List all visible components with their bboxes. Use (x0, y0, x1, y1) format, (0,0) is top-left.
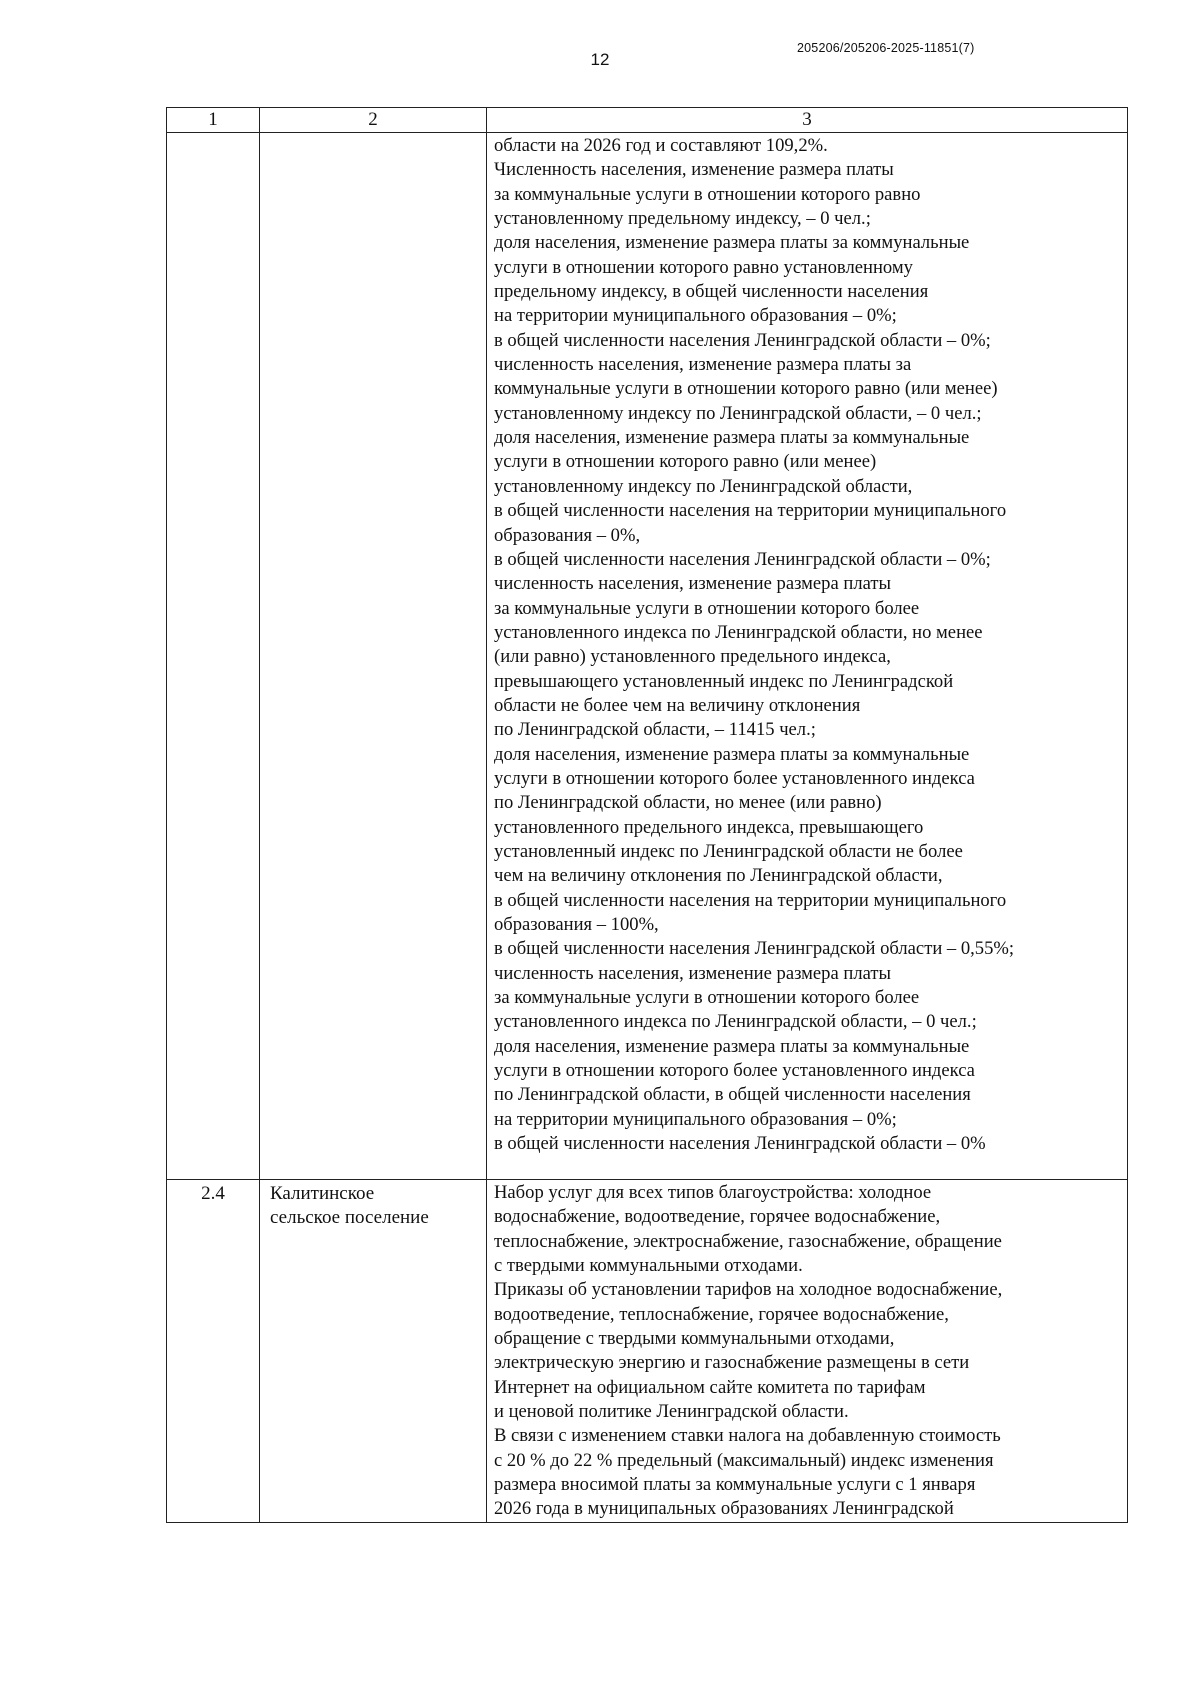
text-line: численность населения, изменение размера платы за (494, 354, 912, 376)
text-line: доля населения, изменение размера платы за коммунальные (494, 427, 970, 449)
text-line: водоснабжение, водоотведение, горячее водоснабжение, (494, 1206, 941, 1228)
text-line: установленного предельного индекса, превышающего (494, 816, 924, 838)
text-line: в общей численности населения Ленинградской области – 0%; (494, 548, 991, 570)
text-line: за коммунальные услуги в отношении которого более (494, 597, 920, 619)
text-line: установленному индексу по Ленинградской области, (494, 475, 913, 497)
text-line: в общей численности населения Ленинградской области – 0,55%; (494, 938, 1015, 960)
municipality-name-cell (260, 133, 487, 1180)
text-line: по Ленинградской области, – 11415 чел.; (494, 719, 816, 741)
text-line: чем на величину отклонения по Ленинградской области, (494, 865, 943, 887)
text-line: по Ленинградской области, но менее (или равно) (494, 792, 882, 814)
text-line: обращение с твердыми коммунальными отходами, (494, 1328, 895, 1350)
text-line: доля населения, изменение размера платы за коммунальные (494, 1035, 970, 1057)
text-line: в общей численности населения Ленинградской области – 0%; (494, 329, 991, 351)
text-line: с твердыми коммунальными отходами. (494, 1255, 803, 1277)
text-line: Интернет на официальном сайте комитета по тарифам (494, 1376, 926, 1398)
text-line: водоотведение, теплоснабжение, горячее водоснабжение, (494, 1303, 949, 1325)
text-line: доля населения, изменение размера платы за коммунальные (494, 743, 970, 765)
municipality-name-cell (260, 1180, 487, 1523)
text-line: предельному индексу, в общей численности населения (494, 281, 929, 303)
text-line: Калитинское (270, 1183, 375, 1204)
text-line: электрическую энергию и газоснабжение размещены в сети (494, 1352, 970, 1374)
row-number-cell (167, 133, 260, 1180)
row-number-cell: 2.4 (167, 1180, 260, 1523)
text-line: Численность населения, изменение размера платы (494, 159, 894, 181)
column-header-2: 2 (260, 108, 487, 133)
text-line: численность населения, изменение размера платы (494, 962, 891, 984)
column-header-1: 1 (167, 108, 260, 133)
text-line: Набор услуг для всех типов благоустройства: холодное (494, 1182, 932, 1203)
text-line: в общей численности населения на территории муниципального (494, 500, 1007, 522)
text-line: сельское поселение (270, 1207, 429, 1228)
text-line: установленному предельному индексу, – 0 чел.; (494, 208, 871, 230)
document-table (166, 107, 1128, 1523)
text-line: установленному индексу по Ленинградской области, – 0 чел.; (494, 402, 982, 424)
column-header-3: 3 (487, 108, 1128, 133)
text-line: за коммунальные услуги в отношении которого более (494, 987, 920, 1009)
table-row (167, 1180, 1128, 1523)
text-line: установленный индекс по Ленинградской области не более (494, 840, 963, 862)
text-line: в общей численности населения Ленинградской области – 0% (494, 1133, 986, 1155)
text-line: Приказы об установлении тарифов на холодное водоснабжение, (494, 1279, 1003, 1301)
document-id: 205206/205206-2025-11851(7) (797, 41, 975, 55)
page-number: 12 (590, 50, 610, 69)
text-line: образования – 100%, (494, 914, 659, 935)
text-line: численность населения, изменение размера платы (494, 573, 891, 595)
table-header-row (167, 108, 1128, 133)
table-row (167, 133, 1128, 1180)
text-line: доля населения, изменение размера платы за коммунальные (494, 232, 970, 254)
text-line: образования – 0%, (494, 524, 641, 546)
text-line: за коммунальные услуги в отношении которого равно (494, 183, 921, 205)
text-line: услуги в отношении которого равно установленному (494, 256, 913, 278)
text-line: области не более чем на величину отклонения (494, 694, 861, 716)
text-line: в общей численности населения на территории муниципального (494, 889, 1007, 911)
text-line: (или равно) установленного предельного индекса, (494, 646, 891, 668)
description-cell (487, 133, 1128, 1180)
text-line: по Ленинградской области, в общей численности населения (494, 1084, 971, 1106)
text-line: теплоснабжение, электроснабжение, газоснабжение, обращение (494, 1230, 1002, 1252)
text-line: и ценовой политике Ленинградской области. (494, 1401, 849, 1423)
text-line: 2026 года в муниципальных образованиях Ленинградской (494, 1498, 954, 1520)
text-line: с 20 % до 22 % предельный (максимальный) индекс изменения (494, 1449, 994, 1471)
text-line: на территории муниципального образования – 0%; (494, 305, 897, 327)
text-line: установленного индекса по Ленинградской области, но менее (494, 621, 983, 643)
text-line: услуги в отношении которого равно (или менее) (494, 451, 877, 473)
text-line: услуги в отношении которого более установленного индекса (494, 1060, 975, 1082)
text-line: превышающего установленный индекс по Ленинградской (494, 670, 954, 692)
text-line: услуги в отношении которого более установленного индекса (494, 767, 975, 789)
text-line: коммунальные услуги в отношении которого равно (или менее) (494, 378, 998, 400)
description-cell (487, 1180, 1128, 1523)
text-line: установленного индекса по Ленинградской области, – 0 чел.; (494, 1011, 977, 1033)
text-line: В связи с изменением ставки налога на добавленную стоимость (494, 1425, 1001, 1447)
text-line: размера вносимой платы за коммунальные услуги с 1 января (494, 1474, 976, 1496)
text-line: области на 2026 год и составляют 109,2%. (494, 135, 828, 156)
text-line: на территории муниципального образования – 0%; (494, 1108, 897, 1130)
